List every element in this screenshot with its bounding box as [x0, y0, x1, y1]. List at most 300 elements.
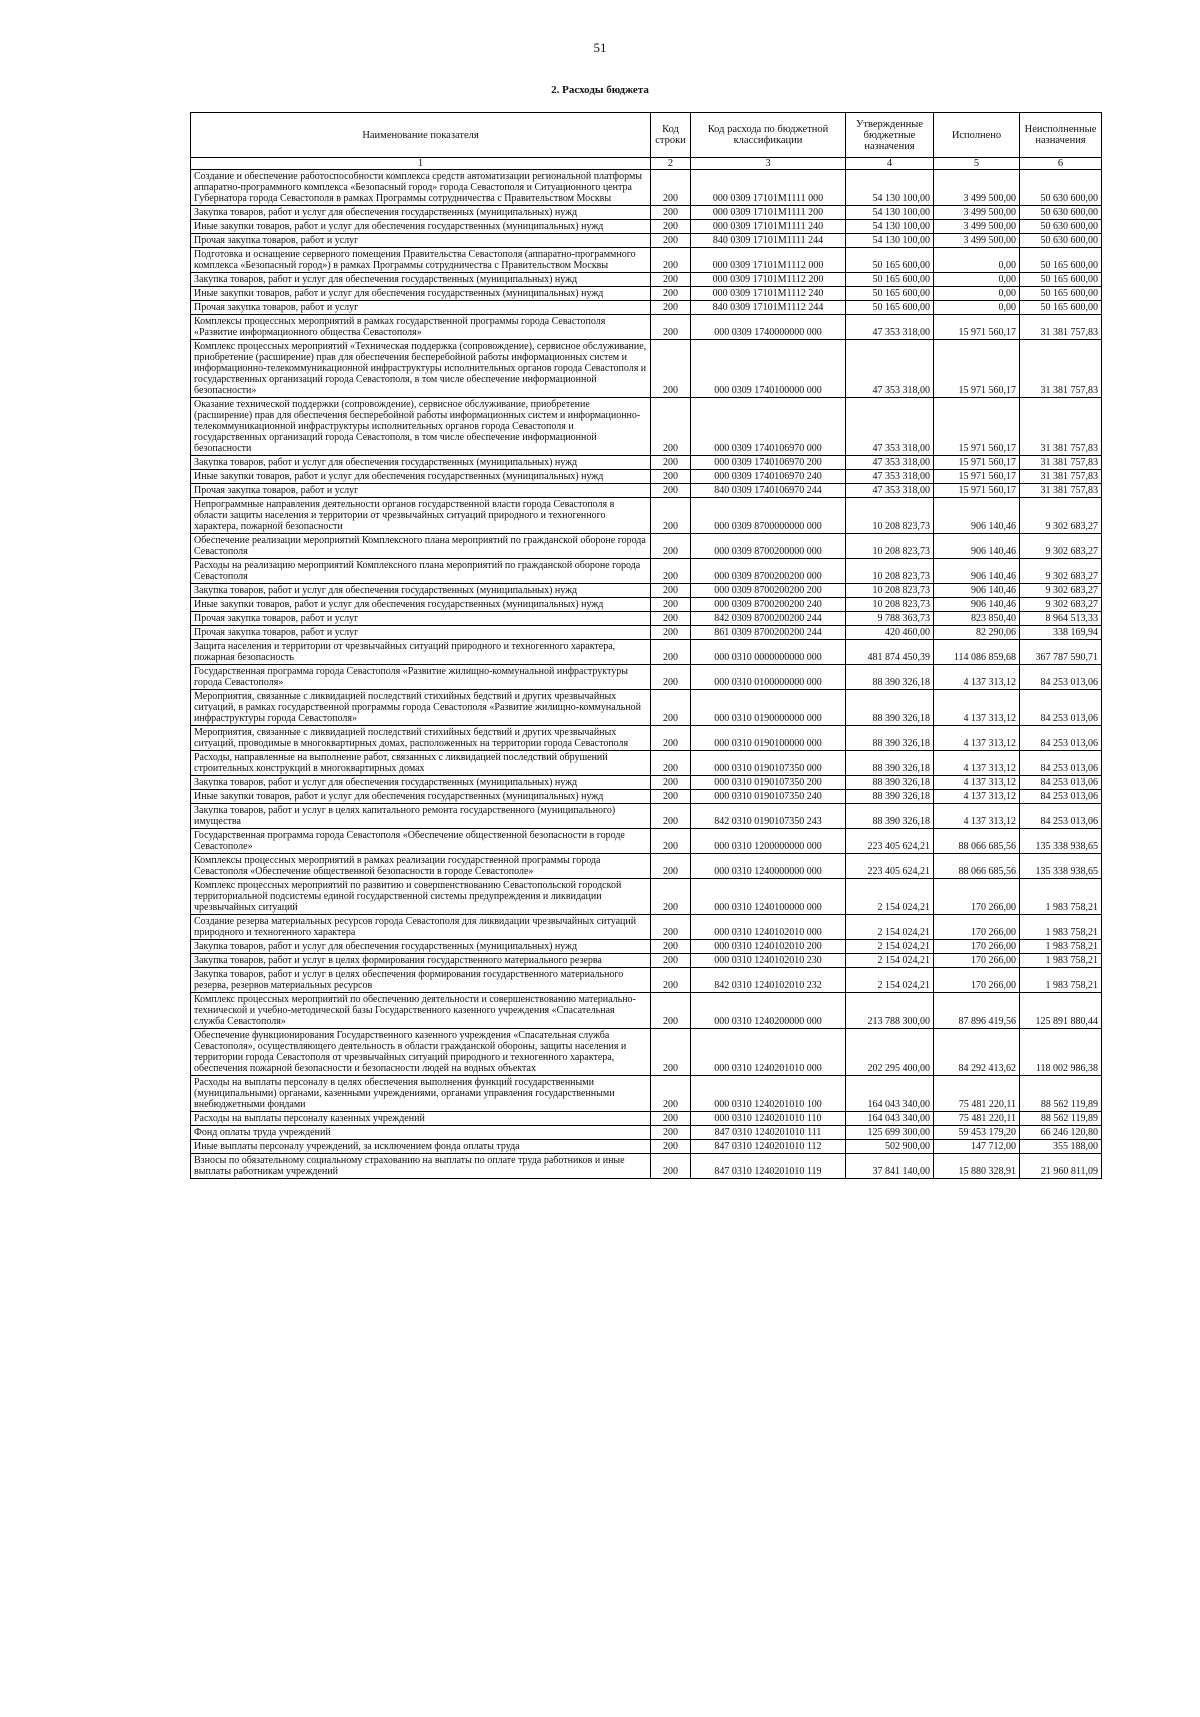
table-row [191, 751, 1102, 776]
row-unexecuted-amount: 9 302 683,27 [1020, 534, 1102, 559]
table-row [191, 1140, 1102, 1154]
table-row [191, 612, 1102, 626]
table-row [191, 220, 1102, 234]
row-line-code: 200 [651, 584, 691, 598]
row-line-code: 200 [651, 498, 691, 534]
row-classification-code: 000 0309 1740106970 200 [691, 456, 846, 470]
row-line-code: 200 [651, 340, 691, 398]
row-line-code: 200 [651, 220, 691, 234]
row-approved-amount: 88 390 326,18 [846, 790, 934, 804]
row-name: Иные закупки товаров, работ и услуг для обеспечения государственных (муниципальных) нужд [191, 470, 651, 484]
row-name: Оказание технической поддержки (сопровождение), сервисное обслуживание, приобретение (расширение) прав для обеспечения бесперебойной работы информационных систем и информационно-телекоммуникационной инфраструктуры исполнительных органов города Севастополя и государственных организаций города Севастополя, в том числе обеспечение информационной безопасности [191, 398, 651, 456]
row-classification-code: 000 0309 17101M1112 200 [691, 273, 846, 287]
row-approved-amount: 50 165 600,00 [846, 273, 934, 287]
table-row [191, 1112, 1102, 1126]
row-name: Закупка товаров, работ и услуг в целях формирования государственного материального резерва [191, 954, 651, 968]
row-executed-amount: 15 971 560,17 [934, 315, 1020, 340]
row-classification-code: 000 0309 1740100000 000 [691, 340, 846, 398]
row-line-code: 200 [651, 854, 691, 879]
table-row [191, 1154, 1102, 1179]
row-line-code: 200 [651, 301, 691, 315]
row-line-code: 200 [651, 1126, 691, 1140]
row-executed-amount: 170 266,00 [934, 879, 1020, 915]
row-classification-code: 000 0310 0190107350 240 [691, 790, 846, 804]
row-line-code: 200 [651, 776, 691, 790]
row-executed-amount: 88 066 685,56 [934, 854, 1020, 879]
row-unexecuted-amount: 21 960 811,09 [1020, 1154, 1102, 1179]
row-line-code: 200 [651, 726, 691, 751]
row-name: Иные закупки товаров, работ и услуг для обеспечения государственных (муниципальных) нужд [191, 220, 651, 234]
row-unexecuted-amount: 9 302 683,27 [1020, 584, 1102, 598]
row-name: Обеспечение функционирования Государственного казенного учреждения «Спасательная служба Севастополя», осуществляющего деятельность в области гражданской обороны, защиты населения и территории города Севастополя от чрезвычайных ситуаций природного и техногенного характера, обеспечения пожарной безопасности и безопасности людей на водных объектах [191, 1029, 651, 1076]
row-unexecuted-amount: 1 983 758,21 [1020, 915, 1102, 940]
row-name: Создание резерва материальных ресурсов города Севастополя для ликвидации чрезвычайных ситуаций природного и техногенного характера [191, 915, 651, 940]
row-classification-code: 000 0310 1240000000 000 [691, 854, 846, 879]
page-number: 51 [593, 40, 607, 55]
row-approved-amount: 2 154 024,21 [846, 940, 934, 954]
row-classification-code: 000 0309 8700200200 240 [691, 598, 846, 612]
row-name: Мероприятия, связанные с ликвидацией последствий стихийных бедствий и других чрезвычайных ситуаций, в рамках государственной программы города Севастополя «Развитие жилищно-коммунальной инфраструктуры города Севастополя» [191, 690, 651, 726]
row-executed-amount: 906 140,46 [934, 559, 1020, 584]
row-name: Комплексы процессных мероприятий в рамках реализации государственной программы города Севастополя «Обеспечение общественной безопасности в городе Севастополе» [191, 854, 651, 879]
table-row [191, 484, 1102, 498]
row-executed-amount: 3 499 500,00 [934, 206, 1020, 220]
row-name: Расходы на выплаты персоналу в целях обеспечения выполнения функций государственными (муниципальными) органами, казенными учреждениями, органами управления государственными внебюджетными фондами [191, 1076, 651, 1112]
row-line-code: 200 [651, 665, 691, 690]
row-unexecuted-amount: 50 165 600,00 [1020, 301, 1102, 315]
row-unexecuted-amount: 50 165 600,00 [1020, 248, 1102, 273]
row-executed-amount: 75 481 220,11 [934, 1076, 1020, 1112]
row-name: Закупка товаров, работ и услуг в целях обеспечения формирования государственного материального резерва, резервов материальных ресурсов [191, 968, 651, 993]
row-approved-amount: 164 043 340,00 [846, 1076, 934, 1112]
row-approved-amount: 2 154 024,21 [846, 879, 934, 915]
row-classification-code: 842 0310 1240102010 232 [691, 968, 846, 993]
row-approved-amount: 88 390 326,18 [846, 776, 934, 790]
row-classification-code: 000 0310 0190100000 000 [691, 726, 846, 751]
table-row [191, 790, 1102, 804]
row-approved-amount: 10 208 823,73 [846, 559, 934, 584]
row-unexecuted-amount: 84 253 013,06 [1020, 690, 1102, 726]
row-classification-code: 000 0309 1740106970 000 [691, 398, 846, 456]
row-unexecuted-amount: 50 165 600,00 [1020, 287, 1102, 301]
row-unexecuted-amount: 338 169,94 [1020, 626, 1102, 640]
row-line-code: 200 [651, 954, 691, 968]
table-row [191, 534, 1102, 559]
row-executed-amount: 4 137 313,12 [934, 804, 1020, 829]
row-unexecuted-amount: 8 964 513,33 [1020, 612, 1102, 626]
row-line-code: 200 [651, 751, 691, 776]
row-name: Иные закупки товаров, работ и услуг для обеспечения государственных (муниципальных) нужд [191, 287, 651, 301]
row-unexecuted-amount: 84 253 013,06 [1020, 751, 1102, 776]
row-classification-code: 840 0309 17101M1112 244 [691, 301, 846, 315]
table-row [191, 940, 1102, 954]
row-name: Закупка товаров, работ и услуг для обеспечения государственных (муниципальных) нужд [191, 940, 651, 954]
row-line-code: 200 [651, 829, 691, 854]
row-approved-amount: 54 130 100,00 [846, 220, 934, 234]
row-line-code: 200 [651, 640, 691, 665]
row-unexecuted-amount: 125 891 880,44 [1020, 993, 1102, 1029]
row-unexecuted-amount: 50 165 600,00 [1020, 273, 1102, 287]
row-approved-amount: 54 130 100,00 [846, 206, 934, 220]
row-line-code: 200 [651, 170, 691, 206]
row-approved-amount: 88 390 326,18 [846, 751, 934, 776]
table-row [191, 598, 1102, 612]
row-executed-amount: 4 137 313,12 [934, 690, 1020, 726]
row-executed-amount: 75 481 220,11 [934, 1112, 1020, 1126]
table-row [191, 829, 1102, 854]
row-executed-amount: 170 266,00 [934, 915, 1020, 940]
row-classification-code: 000 0309 17101M1111 000 [691, 170, 846, 206]
row-classification-code: 000 0310 1240201010 110 [691, 1112, 846, 1126]
row-unexecuted-amount: 1 983 758,21 [1020, 954, 1102, 968]
column-numbers-row [191, 158, 1102, 170]
row-classification-code: 000 0310 0190107350 000 [691, 751, 846, 776]
row-executed-amount: 3 499 500,00 [934, 220, 1020, 234]
row-name: Закупка товаров, работ и услуг для обеспечения государственных (муниципальных) нужд [191, 206, 651, 220]
row-approved-amount: 10 208 823,73 [846, 534, 934, 559]
row-classification-code: 000 0309 17101M1112 240 [691, 287, 846, 301]
row-approved-amount: 10 208 823,73 [846, 598, 934, 612]
row-unexecuted-amount: 31 381 757,83 [1020, 470, 1102, 484]
row-approved-amount: 88 390 326,18 [846, 690, 934, 726]
row-line-code: 200 [651, 456, 691, 470]
column-number: 4 [846, 158, 934, 170]
row-unexecuted-amount: 355 188,00 [1020, 1140, 1102, 1154]
row-unexecuted-amount: 88 562 119,89 [1020, 1076, 1102, 1112]
row-name: Расходы на реализацию мероприятий Комплексного плана мероприятий по гражданской обороне города Севастополя [191, 559, 651, 584]
table-row [191, 993, 1102, 1029]
table-row [191, 273, 1102, 287]
row-line-code: 200 [651, 1140, 691, 1154]
row-line-code: 200 [651, 248, 691, 273]
row-name: Закупка товаров, работ и услуг для обеспечения государственных (муниципальных) нужд [191, 273, 651, 287]
row-executed-amount: 170 266,00 [934, 968, 1020, 993]
row-name: Государственная программа города Севастополя «Развитие жилищно-коммунальной инфраструктуры города Севастополя» [191, 665, 651, 690]
row-classification-code: 000 0310 1240201010 000 [691, 1029, 846, 1076]
row-line-code: 200 [651, 598, 691, 612]
row-unexecuted-amount: 31 381 757,83 [1020, 398, 1102, 456]
row-classification-code: 000 0310 1240102010 230 [691, 954, 846, 968]
row-unexecuted-amount: 1 983 758,21 [1020, 968, 1102, 993]
row-executed-amount: 0,00 [934, 287, 1020, 301]
table-row [191, 804, 1102, 829]
row-line-code: 200 [651, 690, 691, 726]
row-executed-amount: 3 499 500,00 [934, 234, 1020, 248]
row-name: Обеспечение реализации мероприятий Комплексного плана мероприятий по гражданской обороне города Севастополя [191, 534, 651, 559]
row-classification-code: 000 0309 1740000000 000 [691, 315, 846, 340]
row-approved-amount: 125 699 300,00 [846, 1126, 934, 1140]
row-classification-code: 000 0309 8700200000 000 [691, 534, 846, 559]
row-classification-code: 000 0310 0190107350 200 [691, 776, 846, 790]
row-classification-code: 000 0309 17101M1111 240 [691, 220, 846, 234]
row-approved-amount: 47 353 318,00 [846, 484, 934, 498]
row-line-code: 200 [651, 612, 691, 626]
row-executed-amount: 15 971 560,17 [934, 484, 1020, 498]
row-name: Государственная программа города Севастополя «Обеспечение общественной безопасности в городе Севастополе» [191, 829, 651, 854]
row-name: Комплекс процессных мероприятий по обеспечению деятельности и совершенствованию материально-технической и учебно-методической базы Государственного казенного учреждения «Спасательная служба Севастополя» [191, 993, 651, 1029]
row-classification-code: 000 0309 8700200200 200 [691, 584, 846, 598]
row-name: Прочая закупка товаров, работ и услуг [191, 612, 651, 626]
row-approved-amount: 164 043 340,00 [846, 1112, 934, 1126]
row-line-code: 200 [651, 626, 691, 640]
row-executed-amount: 906 140,46 [934, 498, 1020, 534]
column-number: 5 [934, 158, 1020, 170]
row-line-code: 200 [651, 1029, 691, 1076]
table-row [191, 398, 1102, 456]
row-executed-amount: 0,00 [934, 248, 1020, 273]
row-unexecuted-amount: 50 630 600,00 [1020, 206, 1102, 220]
row-approved-amount: 10 208 823,73 [846, 584, 934, 598]
row-name: Прочая закупка товаров, работ и услуг [191, 484, 651, 498]
row-unexecuted-amount: 1 983 758,21 [1020, 940, 1102, 954]
row-unexecuted-amount: 50 630 600,00 [1020, 234, 1102, 248]
row-approved-amount: 223 405 624,21 [846, 829, 934, 854]
header-name: Наименование показателя [191, 113, 651, 158]
column-number: 1 [191, 158, 651, 170]
row-name: Фонд оплаты труда учреждений [191, 1126, 651, 1140]
row-line-code: 200 [651, 879, 691, 915]
row-unexecuted-amount: 84 253 013,06 [1020, 776, 1102, 790]
row-line-code: 200 [651, 234, 691, 248]
table-row [191, 1126, 1102, 1140]
row-line-code: 200 [651, 398, 691, 456]
row-classification-code: 000 0310 0000000000 000 [691, 640, 846, 665]
table-row [191, 954, 1102, 968]
row-unexecuted-amount: 135 338 938,65 [1020, 854, 1102, 879]
row-classification-code: 000 0310 0100000000 000 [691, 665, 846, 690]
row-line-code: 200 [651, 315, 691, 340]
row-approved-amount: 50 165 600,00 [846, 287, 934, 301]
row-executed-amount: 15 971 560,17 [934, 456, 1020, 470]
row-approved-amount: 2 154 024,21 [846, 954, 934, 968]
row-name: Закупка товаров, работ и услуг для обеспечения государственных (муниципальных) нужд [191, 584, 651, 598]
row-classification-code: 847 0310 1240201010 112 [691, 1140, 846, 1154]
row-approved-amount: 50 165 600,00 [846, 248, 934, 273]
table-row [191, 498, 1102, 534]
table-row [191, 340, 1102, 398]
table-row [191, 640, 1102, 665]
row-approved-amount: 88 390 326,18 [846, 665, 934, 690]
row-line-code: 200 [651, 915, 691, 940]
row-name: Комплексы процессных мероприятий в рамках государственной программы города Севастополя «Развитие информационного общества Севастополя» [191, 315, 651, 340]
budget-expenses-table [190, 112, 1102, 1179]
row-line-code: 200 [651, 1076, 691, 1112]
row-name: Прочая закупка товаров, работ и услуг [191, 626, 651, 640]
row-unexecuted-amount: 31 381 757,83 [1020, 315, 1102, 340]
table-row [191, 626, 1102, 640]
row-executed-amount: 15 971 560,17 [934, 470, 1020, 484]
row-approved-amount: 202 295 400,00 [846, 1029, 934, 1076]
row-executed-amount: 906 140,46 [934, 534, 1020, 559]
table-row [191, 301, 1102, 315]
row-unexecuted-amount: 9 302 683,27 [1020, 498, 1102, 534]
row-classification-code: 000 0309 17101M1112 000 [691, 248, 846, 273]
table-row [191, 456, 1102, 470]
row-executed-amount: 88 066 685,56 [934, 829, 1020, 854]
row-line-code: 200 [651, 790, 691, 804]
table-body [191, 170, 1102, 1179]
table-row [191, 726, 1102, 751]
row-approved-amount: 47 353 318,00 [846, 398, 934, 456]
row-name: Защита населения и территории от чрезвычайных ситуаций природного и техногенного характера, пожарная безопасность [191, 640, 651, 665]
row-unexecuted-amount: 118 002 986,38 [1020, 1029, 1102, 1076]
row-executed-amount: 15 880 328,91 [934, 1154, 1020, 1179]
row-approved-amount: 2 154 024,21 [846, 968, 934, 993]
row-name: Создание и обеспечение работоспособности комплекса средств автоматизации региональной платформы аппаратно-программного комплекса «Безопасный город» города Севастополя и Ситуационного центра Губернатора города Севастополя в рамках Программы сотрудничества с Правительством Москвы [191, 170, 651, 206]
row-executed-amount: 4 137 313,12 [934, 776, 1020, 790]
row-line-code: 200 [651, 804, 691, 829]
header-approved: Утвержденные бюджетные назначения [846, 113, 934, 158]
row-executed-amount: 15 971 560,17 [934, 398, 1020, 456]
row-executed-amount: 0,00 [934, 273, 1020, 287]
table-row [191, 470, 1102, 484]
row-approved-amount: 47 353 318,00 [846, 315, 934, 340]
row-name: Закупка товаров, работ и услуг для обеспечения государственных (муниципальных) нужд [191, 776, 651, 790]
row-approved-amount: 37 841 140,00 [846, 1154, 934, 1179]
row-approved-amount: 481 874 450,39 [846, 640, 934, 665]
table-row [191, 1029, 1102, 1076]
table-row [191, 287, 1102, 301]
table-row [191, 584, 1102, 598]
section-title: 2. Расходы бюджета [551, 84, 649, 96]
row-classification-code: 000 0309 1740106970 240 [691, 470, 846, 484]
row-executed-amount: 114 086 859,68 [934, 640, 1020, 665]
row-line-code: 200 [651, 968, 691, 993]
table-row [191, 915, 1102, 940]
column-number: 2 [651, 158, 691, 170]
table-row [191, 559, 1102, 584]
column-number: 6 [1020, 158, 1102, 170]
row-unexecuted-amount: 9 302 683,27 [1020, 559, 1102, 584]
row-approved-amount: 54 130 100,00 [846, 170, 934, 206]
row-approved-amount: 2 154 024,21 [846, 915, 934, 940]
row-approved-amount: 54 130 100,00 [846, 234, 934, 248]
row-executed-amount: 82 290,06 [934, 626, 1020, 640]
table-row [191, 968, 1102, 993]
column-number: 3 [691, 158, 846, 170]
row-executed-amount: 4 137 313,12 [934, 665, 1020, 690]
row-line-code: 200 [651, 534, 691, 559]
row-executed-amount: 84 292 413,62 [934, 1029, 1020, 1076]
row-unexecuted-amount: 9 302 683,27 [1020, 598, 1102, 612]
row-approved-amount: 88 390 326,18 [846, 726, 934, 751]
row-executed-amount: 59 453 179,20 [934, 1126, 1020, 1140]
table-row [191, 854, 1102, 879]
row-approved-amount: 213 788 300,00 [846, 993, 934, 1029]
row-name: Расходы на выплаты персоналу казенных учреждений [191, 1112, 651, 1126]
row-classification-code: 000 0309 17101M1111 200 [691, 206, 846, 220]
table-header-row [191, 113, 1102, 158]
row-approved-amount: 47 353 318,00 [846, 470, 934, 484]
row-name: Подготовка и оснащение серверного помещения Правительства Севастополя (аппаратно-программного комплекса «Безопасный город») в рамках Программы сотрудничества с Правительством Москвы [191, 248, 651, 273]
row-name: Непрограммные направления деятельности органов государственной власти города Севастополя в области защиты населения и территории от чрезвычайных ситуаций природного и техногенного характера, пожарной безопасности [191, 498, 651, 534]
row-classification-code: 000 0310 0190000000 000 [691, 690, 846, 726]
row-classification-code: 000 0309 8700000000 000 [691, 498, 846, 534]
row-line-code: 200 [651, 993, 691, 1029]
row-classification-code: 000 0309 8700200200 000 [691, 559, 846, 584]
row-name: Прочая закупка товаров, работ и услуг [191, 234, 651, 248]
table-row [191, 206, 1102, 220]
row-executed-amount: 4 137 313,12 [934, 726, 1020, 751]
row-approved-amount: 47 353 318,00 [846, 340, 934, 398]
row-unexecuted-amount: 135 338 938,65 [1020, 829, 1102, 854]
row-classification-code: 000 0310 1240200000 000 [691, 993, 846, 1029]
row-approved-amount: 10 208 823,73 [846, 498, 934, 534]
row-classification-code: 840 0309 1740106970 244 [691, 484, 846, 498]
header-executed: Исполнено [934, 113, 1020, 158]
row-line-code: 200 [651, 1112, 691, 1126]
row-classification-code: 847 0310 1240201010 119 [691, 1154, 846, 1179]
row-executed-amount: 170 266,00 [934, 940, 1020, 954]
row-line-code: 200 [651, 1154, 691, 1179]
table-row [191, 315, 1102, 340]
row-approved-amount: 223 405 624,21 [846, 854, 934, 879]
row-name: Иные закупки товаров, работ и услуг для обеспечения государственных (муниципальных) нужд [191, 790, 651, 804]
row-line-code: 200 [651, 559, 691, 584]
row-line-code: 200 [651, 940, 691, 954]
row-classification-code: 842 0310 0190107350 243 [691, 804, 846, 829]
row-unexecuted-amount: 84 253 013,06 [1020, 665, 1102, 690]
table-row [191, 776, 1102, 790]
row-name: Взносы по обязательному социальному страхованию на выплаты по оплате труда работников и иные выплаты работникам учреждений [191, 1154, 651, 1179]
row-executed-amount: 15 971 560,17 [934, 340, 1020, 398]
row-classification-code: 000 0310 1240102010 200 [691, 940, 846, 954]
table-row [191, 690, 1102, 726]
row-executed-amount: 906 140,46 [934, 584, 1020, 598]
row-executed-amount: 147 712,00 [934, 1140, 1020, 1154]
row-classification-code: 000 0310 1240100000 000 [691, 879, 846, 915]
row-classification-code: 840 0309 17101M1111 244 [691, 234, 846, 248]
row-executed-amount: 170 266,00 [934, 954, 1020, 968]
row-unexecuted-amount: 31 381 757,83 [1020, 340, 1102, 398]
row-unexecuted-amount: 84 253 013,06 [1020, 790, 1102, 804]
row-name: Комплекс процессных мероприятий «Техническая поддержка (сопровождение), сервисное обслуживание, приобретение (расширение) прав для обеспечения бесперебойной работы информационных систем и информационно-телекоммуникационной инфраструктуры исполнительных органов города Севастополя и государственных организаций города Севастополя, в том числе обеспечение информационной безопасности» [191, 340, 651, 398]
row-name: Закупка товаров, работ и услуг в целях капитального ремонта государственного (муниципального) имущества [191, 804, 651, 829]
row-classification-code: 861 0309 8700200200 244 [691, 626, 846, 640]
row-line-code: 200 [651, 470, 691, 484]
row-executed-amount: 87 896 419,56 [934, 993, 1020, 1029]
row-name: Иные выплаты персоналу учреждений, за исключением фонда оплаты труда [191, 1140, 651, 1154]
row-name: Комплекс процессных мероприятий по развитию и совершенствованию Севастопольской городской территориальной подсистемы единой государственной системы предупреждения и ликвидации чрезвычайных ситуаций [191, 879, 651, 915]
row-classification-code: 000 0310 1200000000 000 [691, 829, 846, 854]
row-line-code: 200 [651, 273, 691, 287]
row-executed-amount: 4 137 313,12 [934, 790, 1020, 804]
row-unexecuted-amount: 1 983 758,21 [1020, 879, 1102, 915]
row-approved-amount: 502 900,00 [846, 1140, 934, 1154]
row-executed-amount: 4 137 313,12 [934, 751, 1020, 776]
row-name: Расходы, направленные на выполнение работ, связанных с ликвидацией последствий обрушений строительных конструкций в многоквартирных домах [191, 751, 651, 776]
row-unexecuted-amount: 88 562 119,89 [1020, 1112, 1102, 1126]
row-approved-amount: 50 165 600,00 [846, 301, 934, 315]
row-approved-amount: 420 460,00 [846, 626, 934, 640]
row-line-code: 200 [651, 206, 691, 220]
header-classification-code: Код расхода по бюджетной классификации [691, 113, 846, 158]
row-unexecuted-amount: 84 253 013,06 [1020, 726, 1102, 751]
row-approved-amount: 9 788 363,73 [846, 612, 934, 626]
row-name: Мероприятия, связанные с ликвидацией последствий стихийных бедствий и других чрезвычайных ситуаций, проводимые в многоквартирных домах, расположенных на территории города Севастополя [191, 726, 651, 751]
row-line-code: 200 [651, 484, 691, 498]
row-executed-amount: 0,00 [934, 301, 1020, 315]
row-name: Иные закупки товаров, работ и услуг для обеспечения государственных (муниципальных) нужд [191, 598, 651, 612]
row-line-code: 200 [651, 287, 691, 301]
table-row [191, 1076, 1102, 1112]
row-unexecuted-amount: 84 253 013,06 [1020, 804, 1102, 829]
header-unexecuted: Неисполненные назначения [1020, 113, 1102, 158]
row-approved-amount: 88 390 326,18 [846, 804, 934, 829]
header-line-code: Код строки [651, 113, 691, 158]
row-unexecuted-amount: 31 381 757,83 [1020, 456, 1102, 470]
row-executed-amount: 3 499 500,00 [934, 170, 1020, 206]
